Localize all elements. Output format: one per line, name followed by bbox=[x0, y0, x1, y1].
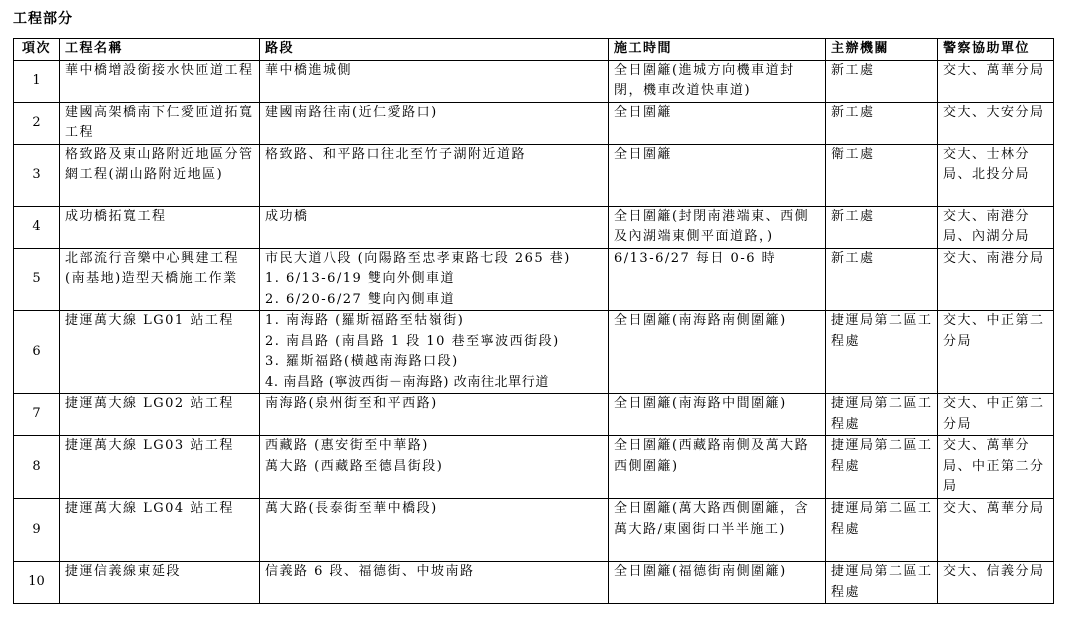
agency: 捷運局第二區工程處 bbox=[826, 311, 938, 394]
project-name: 北部流行音樂中心興建工程(南基地)造型天橋施工作業 bbox=[60, 248, 260, 311]
project-name: 建國高架橋南下仁愛匝道拓寬工程 bbox=[60, 102, 260, 144]
project-name: 成功橋拓寬工程 bbox=[60, 206, 260, 248]
table-row bbox=[14, 102, 1054, 144]
road-line: 華中橋進城側 bbox=[265, 62, 353, 78]
work-time: 全日圍籬(進城方向機車道封閉，機車改道快車道) bbox=[609, 60, 826, 102]
project-name: 華中橋增設銜接水快匝道工程 bbox=[60, 60, 260, 102]
row-number: 5 bbox=[14, 248, 60, 311]
table-header-row bbox=[14, 39, 1054, 61]
table-row bbox=[14, 206, 1054, 248]
road-section bbox=[260, 436, 609, 499]
police-unit: 交大、萬華分局 bbox=[938, 499, 1054, 562]
table-row bbox=[14, 311, 1054, 394]
road-line: 市民大道八段 (向陽路至忠孝東路七段 265 巷) bbox=[265, 250, 571, 266]
police-unit: 交大、信義分局 bbox=[938, 562, 1054, 604]
work-time: 全日圍籬(南海路中間圍籬) bbox=[609, 394, 826, 436]
column-header-time: 施工時間 bbox=[609, 39, 826, 61]
agency: 新工處 bbox=[826, 60, 938, 102]
road-section bbox=[260, 102, 609, 144]
work-time: 全日圍籬(西藏路南側及萬大路西側圍籬) bbox=[609, 436, 826, 499]
row-number: 1 bbox=[14, 60, 60, 102]
road-line: 西藏路 (惠安街至中華路) bbox=[265, 438, 429, 453]
agency: 衛工處 bbox=[826, 144, 938, 206]
row-number: 10 bbox=[14, 562, 60, 604]
row-number: 3 bbox=[14, 144, 60, 206]
police-unit: 交大、南港分局 bbox=[938, 248, 1054, 311]
project-name: 格致路及東山路附近地區分管網工程(湖山路附近地區) bbox=[60, 144, 260, 206]
road-line: 萬大路(長泰街至華中橋段) bbox=[265, 501, 438, 516]
road-line: 3. 羅斯福路(橫越南海路口段) bbox=[265, 354, 459, 369]
table-row bbox=[14, 499, 1054, 562]
work-time: 全日圍籬(福德街南側圍籬) bbox=[609, 562, 826, 604]
police-unit: 交大、萬華分局 bbox=[938, 60, 1054, 102]
agency: 捷運局第二區工程處 bbox=[826, 436, 938, 499]
table-row bbox=[14, 248, 1054, 311]
road-line: 1. 南海路 (羅斯福路至牯嶺街) bbox=[265, 313, 465, 328]
column-header-no: 項次 bbox=[14, 39, 60, 61]
road-line: 建國南路往南(近仁愛路口) bbox=[265, 104, 438, 120]
work-time: 全日圍籬 bbox=[609, 102, 826, 144]
work-time: 全日圍籬(萬大路西側圍籬，含萬大路/東園街口半半施工) bbox=[609, 499, 826, 562]
agency: 捷運局第二區工程處 bbox=[826, 499, 938, 562]
police-unit: 交大、萬華分局、中正第二分局 bbox=[938, 436, 1054, 499]
road-section bbox=[260, 562, 609, 604]
road-line: 信義路 6 段、福德街、中坡南路 bbox=[265, 564, 475, 579]
construction-table bbox=[13, 38, 1054, 604]
road-section bbox=[260, 60, 609, 102]
table-row bbox=[14, 436, 1054, 499]
road-line: 格致路、和平路口往北至竹子湖附近道路 bbox=[265, 146, 527, 162]
work-time: 全日圍籬(南海路南側圍籬) bbox=[609, 311, 826, 394]
row-number: 9 bbox=[14, 499, 60, 562]
road-section bbox=[260, 144, 609, 206]
table-row bbox=[14, 144, 1054, 206]
police-unit: 交大、中正第二分局 bbox=[938, 311, 1054, 394]
road-line: 南海路(泉州街至和平西路) bbox=[265, 396, 438, 411]
police-unit: 交大、南港分局、內湖分局 bbox=[938, 206, 1054, 248]
table-row bbox=[14, 562, 1054, 604]
project-name: 捷運萬大線 LG01 站工程 bbox=[60, 311, 260, 394]
road-section bbox=[260, 311, 609, 394]
work-time: 全日圍籬(封閉南港端東、西側及內湖端東側平面道路，) bbox=[609, 206, 826, 248]
agency: 新工處 bbox=[826, 248, 938, 311]
project-name: 捷運萬大線 LG02 站工程 bbox=[60, 394, 260, 436]
row-number: 8 bbox=[14, 436, 60, 499]
table-row bbox=[14, 394, 1054, 436]
column-header-police: 警察協助單位 bbox=[938, 39, 1054, 61]
column-header-agency: 主辦機關 bbox=[826, 39, 938, 61]
police-unit: 交大、大安分局 bbox=[938, 102, 1054, 144]
police-unit: 交大、士林分局、北投分局 bbox=[938, 144, 1054, 206]
road-line: 成功橋 bbox=[265, 208, 309, 224]
road-section bbox=[260, 499, 609, 562]
table-row bbox=[14, 60, 1054, 102]
work-time: 全日圍籬 bbox=[609, 144, 826, 206]
road-line: 萬大路 (西藏路至德昌街段) bbox=[265, 458, 444, 474]
row-number: 4 bbox=[14, 206, 60, 248]
agency: 新工處 bbox=[826, 206, 938, 248]
agency: 新工處 bbox=[826, 102, 938, 144]
agency: 捷運局第二區工程處 bbox=[826, 562, 938, 604]
road-line: 4. 南昌路 (寧波西街－南海路) 改南往北單行道 bbox=[265, 374, 549, 390]
road-section bbox=[260, 394, 609, 436]
project-name: 捷運信義線東延段 bbox=[60, 562, 260, 604]
work-time: 6/13-6/27 每日 0-6 時 bbox=[609, 248, 826, 311]
project-name: 捷運萬大線 LG03 站工程 bbox=[60, 436, 260, 499]
road-line: 2. 6/20-6/27 雙向內側車道 bbox=[265, 291, 455, 307]
page-title: 工程部分 bbox=[13, 11, 73, 27]
column-header-road: 路段 bbox=[260, 39, 609, 61]
row-number: 2 bbox=[14, 102, 60, 144]
agency: 捷運局第二區工程處 bbox=[826, 394, 938, 436]
row-number: 7 bbox=[14, 394, 60, 436]
road-line: 1. 6/13-6/19 雙向外側車道 bbox=[265, 271, 455, 286]
row-number: 6 bbox=[14, 311, 60, 394]
police-unit: 交大、中正第二分局 bbox=[938, 394, 1054, 436]
road-section bbox=[260, 206, 609, 248]
column-header-name: 工程名稱 bbox=[60, 39, 260, 61]
road-section bbox=[260, 248, 609, 311]
road-line: 2. 南昌路 (南昌路 1 段 10 巷至寧波西街段) bbox=[265, 333, 560, 349]
project-name: 捷運萬大線 LG04 站工程 bbox=[60, 499, 260, 562]
